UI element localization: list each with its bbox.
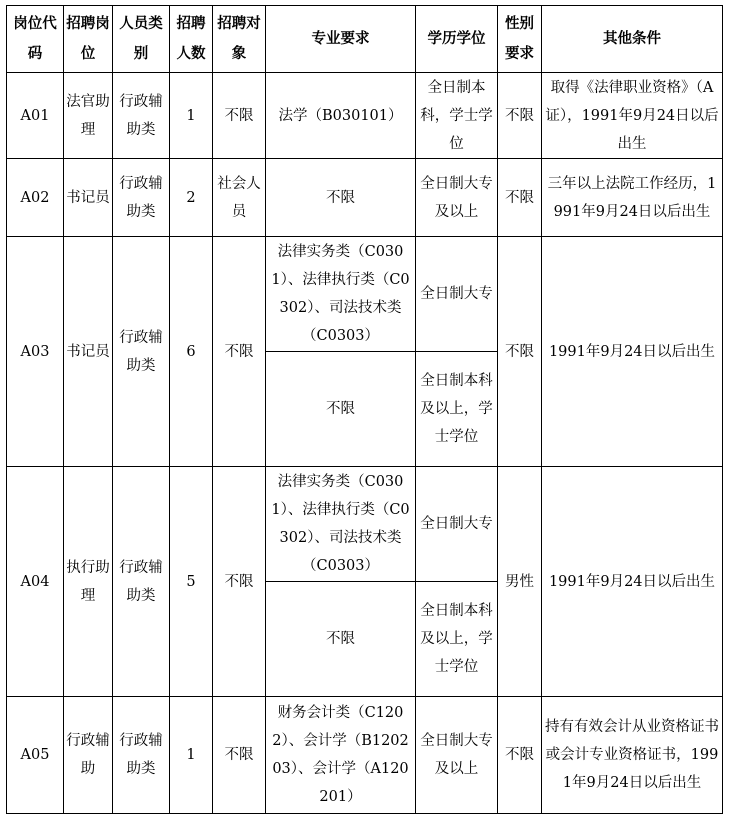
table-row	[7, 159, 723, 237]
cell-major: 不限	[266, 582, 416, 697]
table-row	[7, 697, 723, 814]
cell-category: 行政辅助类	[113, 73, 170, 159]
cell-education: 全日制大专	[416, 237, 498, 352]
cell-gender: 不限	[498, 73, 542, 159]
cell-code: A02	[7, 159, 64, 237]
header-position: 招聘岗位	[64, 6, 113, 73]
table-row	[7, 73, 723, 159]
cell-code: A01	[7, 73, 64, 159]
header-gender: 性别要求	[498, 6, 542, 73]
header-category: 人员类别	[113, 6, 170, 73]
cell-major: 财务会计类（C1202）、会计学（B120203）、会计学（A120201）	[266, 697, 416, 814]
header-other: 其他条件	[542, 6, 723, 73]
cell-major: 不限	[266, 352, 416, 467]
cell-code: A05	[7, 697, 64, 814]
table-row	[7, 467, 723, 582]
cell-gender: 不限	[498, 159, 542, 237]
cell-category: 行政辅助类	[113, 467, 170, 697]
cell-position: 法官助理	[64, 73, 113, 159]
cell-other: 取得《法律职业资格》（A证），1991年9月24日以后出生	[542, 73, 723, 159]
cell-gender: 不限	[498, 697, 542, 814]
cell-position: 执行助理	[64, 467, 113, 697]
cell-education: 全日制本科及以上，学士学位	[416, 582, 498, 697]
cell-target: 不限	[213, 237, 266, 467]
header-row	[7, 6, 723, 73]
header-code: 岗位代码	[7, 6, 64, 73]
cell-category: 行政辅助类	[113, 697, 170, 814]
table-row	[7, 237, 723, 352]
cell-count: 2	[170, 159, 213, 237]
cell-major: 法学（B030101）	[266, 73, 416, 159]
cell-category: 行政辅助类	[113, 159, 170, 237]
cell-position: 书记员	[64, 159, 113, 237]
header-education: 学历学位	[416, 6, 498, 73]
cell-category: 行政辅助类	[113, 237, 170, 467]
cell-other: 持有有效会计从业资格证书或会计专业资格证书，1991年9月24日以后出生	[542, 697, 723, 814]
cell-count: 5	[170, 467, 213, 697]
cell-code: A03	[7, 237, 64, 467]
cell-other: 1991年9月24日以后出生	[542, 237, 723, 467]
cell-target: 不限	[213, 73, 266, 159]
cell-target: 不限	[213, 697, 266, 814]
cell-education: 全日制本科及以上，学士学位	[416, 352, 498, 467]
cell-major: 法律实务类（C0301）、法律执行类（C0302）、司法技术类（C0303）	[266, 237, 416, 352]
header-count: 招聘人数	[170, 6, 213, 73]
cell-position: 行政辅助	[64, 697, 113, 814]
cell-education: 全日制大专	[416, 467, 498, 582]
cell-code: A04	[7, 467, 64, 697]
cell-education: 全日制大专及以上	[416, 159, 498, 237]
cell-education: 全日制大专及以上	[416, 697, 498, 814]
cell-count: 6	[170, 237, 213, 467]
cell-major: 不限	[266, 159, 416, 237]
cell-count: 1	[170, 73, 213, 159]
header-target: 招聘对象	[213, 6, 266, 73]
cell-count: 1	[170, 697, 213, 814]
recruitment-table	[6, 5, 723, 814]
cell-education: 全日制本科，学士学位	[416, 73, 498, 159]
cell-other: 1991年9月24日以后出生	[542, 467, 723, 697]
cell-target: 社会人员	[213, 159, 266, 237]
cell-position: 书记员	[64, 237, 113, 467]
cell-gender: 不限	[498, 237, 542, 467]
cell-gender: 男性	[498, 467, 542, 697]
header-major: 专业要求	[266, 6, 416, 73]
cell-other: 三年以上法院工作经历，1991年9月24日以后出生	[542, 159, 723, 237]
cell-major: 法律实务类（C0301）、法律执行类（C0302）、司法技术类（C0303）	[266, 467, 416, 582]
cell-target: 不限	[213, 467, 266, 697]
